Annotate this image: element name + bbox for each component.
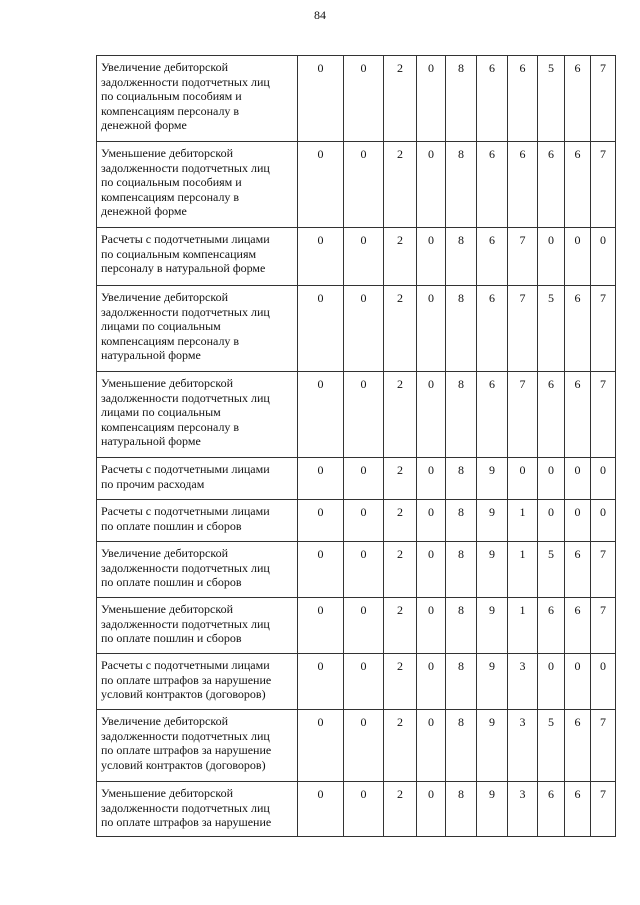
- code-digit: 7: [508, 228, 538, 286]
- code-digit: 0: [417, 654, 446, 710]
- description-line: персоналу в натуральной форме: [101, 261, 266, 276]
- table-row: [97, 542, 616, 598]
- code-digit: 0: [508, 458, 538, 500]
- code-digit: 0: [417, 142, 446, 228]
- code-digit: 0: [298, 654, 344, 710]
- description-line: по оплате пошлин и сборов: [101, 575, 242, 590]
- description-line: по оплате штрафов за нарушение: [101, 672, 272, 687]
- code-digit: 0: [538, 458, 565, 500]
- code-digit: 7: [508, 286, 538, 372]
- code-digit: 6: [508, 56, 538, 142]
- code-digit: 0: [538, 228, 565, 286]
- code-digit: 0: [591, 228, 616, 286]
- row-description: [97, 458, 298, 500]
- row-description: [97, 372, 298, 458]
- code-digit: 3: [508, 710, 538, 782]
- description-line: Увеличение дебиторской: [101, 714, 229, 728]
- code-digit: 7: [591, 542, 616, 598]
- description-line: натуральной форме: [101, 434, 201, 449]
- code-digit: 2: [384, 458, 417, 500]
- code-digit: 6: [477, 372, 508, 458]
- description-line: Уменьшение дебиторской: [101, 146, 234, 160]
- code-digit: 0: [298, 782, 344, 837]
- code-digit: 0: [417, 500, 446, 542]
- code-digit: 8: [446, 782, 477, 837]
- code-digit: 0: [344, 500, 384, 542]
- code-digit: 0: [298, 56, 344, 142]
- code-digit: 8: [446, 542, 477, 598]
- description-line: Расчеты с подотчетными лицами: [101, 232, 270, 246]
- code-digit: 0: [565, 228, 591, 286]
- code-digit: 8: [446, 458, 477, 500]
- description-line: задолженности подотчетных лиц: [101, 160, 270, 175]
- code-digit: 2: [384, 142, 417, 228]
- code-digit: 5: [538, 56, 565, 142]
- description-line: по социальным пособиям и: [101, 175, 242, 190]
- table-row: [97, 56, 616, 142]
- code-digit: 2: [384, 500, 417, 542]
- code-digit: 2: [384, 228, 417, 286]
- code-digit: 0: [298, 372, 344, 458]
- description-line: Расчеты с подотчетными лицами: [101, 658, 270, 672]
- description-line: компенсациям персоналу в: [101, 189, 240, 204]
- row-description: [97, 598, 298, 654]
- description-line: компенсациям персоналу в: [101, 103, 240, 118]
- description-line: Расчеты с подотчетными лицами: [101, 504, 270, 518]
- code-digit: 0: [344, 286, 384, 372]
- description-line: задолженности подотчетных лиц: [101, 390, 270, 405]
- code-digit: 0: [298, 142, 344, 228]
- code-digit: 0: [344, 228, 384, 286]
- code-digit: 0: [417, 372, 446, 458]
- description-line: Увеличение дебиторской: [101, 290, 229, 304]
- code-digit: 0: [591, 500, 616, 542]
- description-line: Расчеты с подотчетными лицами: [101, 462, 270, 476]
- description-line: задолженности подотчетных лиц: [101, 728, 270, 743]
- code-digit: 9: [477, 500, 508, 542]
- description-line: денежной форме: [101, 118, 187, 133]
- row-description: [97, 710, 298, 782]
- code-digit: 0: [298, 458, 344, 500]
- code-digit: 0: [298, 286, 344, 372]
- code-digit: 8: [446, 710, 477, 782]
- row-description: [97, 782, 298, 837]
- row-description: [97, 286, 298, 372]
- table-row: [97, 710, 616, 782]
- code-digit: 0: [417, 782, 446, 837]
- row-description: [97, 142, 298, 228]
- description-line: по оплате пошлин и сборов: [101, 518, 242, 533]
- code-digit: 0: [344, 542, 384, 598]
- code-digit: 0: [298, 542, 344, 598]
- description-line: по прочим расходам: [101, 476, 205, 491]
- code-digit: 2: [384, 598, 417, 654]
- code-digit: 6: [565, 782, 591, 837]
- code-digit: 2: [384, 782, 417, 837]
- code-digit: 7: [591, 372, 616, 458]
- row-description: [97, 228, 298, 286]
- code-digit: 5: [538, 710, 565, 782]
- code-digit: 2: [384, 286, 417, 372]
- table-row: [97, 286, 616, 372]
- code-digit: 2: [384, 542, 417, 598]
- code-digit: 7: [591, 142, 616, 228]
- code-digit: 1: [508, 598, 538, 654]
- code-digit: 2: [384, 56, 417, 142]
- code-digit: 6: [565, 372, 591, 458]
- code-digit: 6: [538, 598, 565, 654]
- code-digit: 6: [565, 710, 591, 782]
- description-line: компенсациям персоналу в: [101, 419, 240, 434]
- code-digit: 6: [538, 372, 565, 458]
- table-row: [97, 782, 616, 837]
- account-codes-table: [96, 55, 616, 837]
- description-line: лицами по социальным: [101, 405, 221, 420]
- description-line: условий контрактов (договоров): [101, 757, 266, 772]
- row-description: [97, 500, 298, 542]
- code-digit: 6: [538, 142, 565, 228]
- code-digit: 5: [538, 542, 565, 598]
- description-line: задолженности подотчетных лиц: [101, 560, 270, 575]
- code-digit: 2: [384, 710, 417, 782]
- code-digit: 1: [508, 500, 538, 542]
- description-line: по социальным пособиям и: [101, 89, 242, 104]
- row-description: [97, 654, 298, 710]
- code-digit: 6: [477, 286, 508, 372]
- code-digit: 7: [591, 710, 616, 782]
- code-digit: 7: [591, 56, 616, 142]
- table-row: [97, 372, 616, 458]
- code-digit: 0: [344, 56, 384, 142]
- description-line: компенсациям персоналу в: [101, 333, 240, 348]
- code-digit: 7: [508, 372, 538, 458]
- description-line: задолженности подотчетных лиц: [101, 616, 270, 631]
- description-line: Уменьшение дебиторской: [101, 786, 234, 800]
- code-digit: 0: [344, 598, 384, 654]
- row-description: [97, 56, 298, 142]
- code-digit: 6: [477, 228, 508, 286]
- code-digit: 8: [446, 500, 477, 542]
- description-line: задолженности подотчетных лиц: [101, 800, 270, 815]
- description-line: условий контрактов (договоров): [101, 687, 266, 702]
- description-line: денежной форме: [101, 204, 187, 219]
- code-digit: 0: [344, 710, 384, 782]
- code-digit: 8: [446, 654, 477, 710]
- code-digit: 0: [591, 654, 616, 710]
- description-line: по оплате пошлин и сборов: [101, 631, 242, 646]
- table-row: [97, 142, 616, 228]
- code-digit: 6: [538, 782, 565, 837]
- code-digit: 9: [477, 710, 508, 782]
- code-digit: 8: [446, 598, 477, 654]
- page-number: 84: [314, 8, 326, 22]
- code-digit: 0: [344, 654, 384, 710]
- description-line: натуральной форме: [101, 348, 201, 363]
- code-digit: 6: [508, 142, 538, 228]
- code-digit: 0: [591, 458, 616, 500]
- description-line: по оплате штрафов за нарушение: [101, 743, 272, 758]
- description-line: Уменьшение дебиторской: [101, 602, 234, 616]
- code-digit: 0: [417, 228, 446, 286]
- description-line: Увеличение дебиторской: [101, 546, 229, 560]
- code-digit: 7: [591, 286, 616, 372]
- code-digit: 6: [565, 598, 591, 654]
- code-digit: 6: [565, 56, 591, 142]
- code-digit: 0: [417, 598, 446, 654]
- code-digit: 0: [298, 500, 344, 542]
- description-line: задолженности подотчетных лиц: [101, 304, 270, 319]
- description-line: Уменьшение дебиторской: [101, 376, 234, 390]
- code-digit: 0: [344, 458, 384, 500]
- code-digit: 0: [417, 286, 446, 372]
- code-digit: 0: [417, 542, 446, 598]
- code-digit: 0: [298, 598, 344, 654]
- code-digit: 9: [477, 782, 508, 837]
- code-digit: 0: [565, 458, 591, 500]
- code-digit: 2: [384, 654, 417, 710]
- code-digit: 5: [538, 286, 565, 372]
- description-line: по оплате штрафов за нарушение: [101, 815, 272, 830]
- row-description: [97, 542, 298, 598]
- code-digit: 0: [344, 372, 384, 458]
- code-digit: 6: [565, 286, 591, 372]
- code-digit: 7: [591, 782, 616, 837]
- table-row: [97, 598, 616, 654]
- code-digit: 6: [565, 142, 591, 228]
- code-digit: 2: [384, 372, 417, 458]
- code-digit: 0: [344, 782, 384, 837]
- code-digit: 3: [508, 654, 538, 710]
- code-digit: 9: [477, 598, 508, 654]
- description-line: задолженности подотчетных лиц: [101, 74, 270, 89]
- code-digit: 9: [477, 458, 508, 500]
- code-digit: 8: [446, 286, 477, 372]
- code-digit: 0: [417, 56, 446, 142]
- code-digit: 8: [446, 56, 477, 142]
- code-digit: 8: [446, 372, 477, 458]
- code-digit: 0: [565, 500, 591, 542]
- code-digit: 0: [344, 142, 384, 228]
- code-digit: 6: [477, 56, 508, 142]
- code-digit: 0: [538, 500, 565, 542]
- code-digit: 9: [477, 654, 508, 710]
- code-digit: 8: [446, 142, 477, 228]
- table-row: [97, 458, 616, 500]
- code-digit: 3: [508, 782, 538, 837]
- description-line: лицами по социальным: [101, 319, 221, 334]
- code-digit: 7: [591, 598, 616, 654]
- code-digit: 6: [477, 142, 508, 228]
- table-row: [97, 500, 616, 542]
- code-digit: 1: [508, 542, 538, 598]
- code-digit: 0: [565, 654, 591, 710]
- code-digit: 6: [565, 542, 591, 598]
- description-line: Увеличение дебиторской: [101, 60, 229, 74]
- table-body: [97, 56, 616, 837]
- table-row: [97, 228, 616, 286]
- code-digit: 0: [298, 228, 344, 286]
- description-line: по социальным компенсациям: [101, 246, 257, 261]
- code-digit: 0: [538, 654, 565, 710]
- code-digit: 0: [417, 710, 446, 782]
- code-digit: 8: [446, 228, 477, 286]
- code-digit: 0: [417, 458, 446, 500]
- code-digit: 0: [298, 710, 344, 782]
- code-digit: 9: [477, 542, 508, 598]
- table-row: [97, 654, 616, 710]
